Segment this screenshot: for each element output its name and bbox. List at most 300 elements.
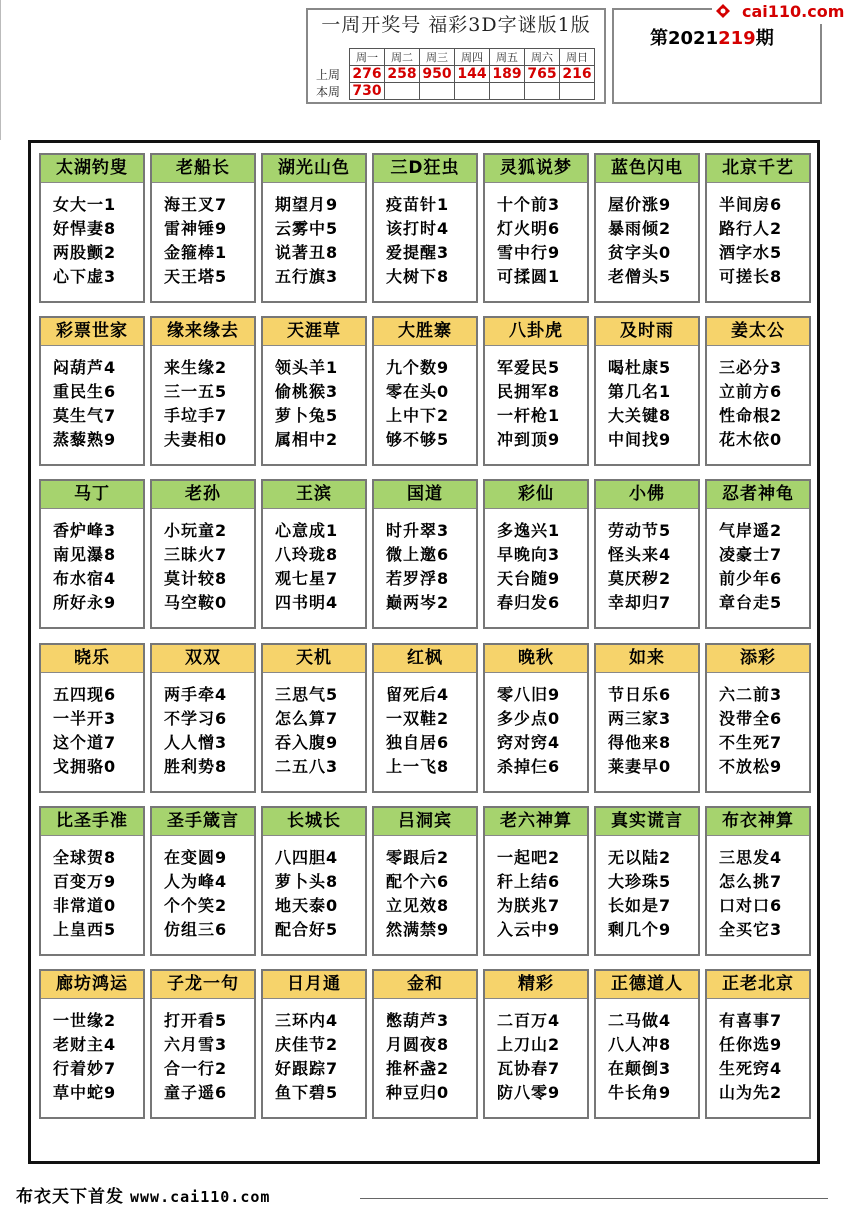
puzzle-line: 三昧火7 [164,545,228,564]
puzzle-line: 上一飞8 [386,757,450,776]
puzzle-lines [53,193,116,289]
footer [16,1182,270,1207]
puzzle-line: 童子遥6 [164,1083,228,1102]
puzzle-card [39,969,145,1119]
puzzle-line: 莫计较8 [164,569,228,588]
puzzle-line: 莫厌秽2 [608,569,672,588]
puzzle-line: 三环内4 [275,1011,339,1030]
last-week-label: 上周 [316,67,341,82]
puzzle-line: 小玩童2 [164,521,228,540]
puzzle-line: 云雾中5 [275,219,339,238]
puzzle-card-title: 老孙 [152,481,254,509]
puzzle-line: 留死后4 [386,685,450,704]
puzzle-card-title: 长城长 [263,808,365,836]
puzzle-line: 说著丑8 [275,243,339,262]
puzzle-line: 长如是7 [608,896,672,915]
puzzle-lines [275,683,338,779]
puzzle-line: 上刀山2 [497,1035,561,1054]
puzzle-line: 雪中行9 [497,243,561,262]
puzzle-card [483,643,589,793]
puzzle-card-title: 蓝色闪电 [596,155,698,183]
puzzle-line: 两股颤2 [53,243,117,262]
puzzle-line: 中间找9 [608,430,672,449]
puzzle-card [261,316,367,466]
puzzle-card-title: 圣手箴言 [152,808,254,836]
puzzle-line: 不生死7 [719,733,783,752]
puzzle-line: 零跟后2 [386,848,450,867]
puzzle-line: 剩几个9 [608,920,672,939]
puzzle-lines [275,519,338,615]
puzzle-line: 六二前3 [719,685,783,704]
puzzle-card [705,316,811,466]
puzzle-card [150,479,256,629]
puzzle-lines [608,356,671,452]
puzzle-card-title: 双双 [152,645,254,673]
puzzle-line: 戈拥骆0 [53,757,117,776]
puzzle-line: 打开看5 [164,1011,228,1030]
puzzle-line: 手垃手7 [164,406,228,425]
puzzle-lines [719,683,782,779]
puzzle-line: 秆上结6 [497,872,561,891]
puzzle-card [594,643,700,793]
puzzle-line: 军爱民5 [497,358,561,377]
puzzle-line: 两手牵4 [164,685,228,704]
puzzle-line: 爱提醒3 [386,243,450,262]
last-week-row [314,66,595,83]
puzzle-line: 憋葫芦3 [386,1011,450,1030]
puzzle-line: 无以陆2 [608,848,672,867]
draw-number: 276 [350,66,385,83]
draw-number [490,83,525,100]
puzzle-line: 得他来8 [608,733,672,752]
puzzle-line: 大关键8 [608,406,672,425]
puzzle-card [39,643,145,793]
puzzle-line: 天台随9 [497,569,561,588]
puzzle-line: 性命根2 [719,406,783,425]
puzzle-line: 屋价涨9 [608,195,672,214]
puzzle-line: 吞入腹9 [275,733,339,752]
puzzle-card-title: 晚秋 [485,645,587,673]
puzzle-line: 在变圆9 [164,848,228,867]
puzzle-line: 来生缘2 [164,358,228,377]
puzzle-card [594,479,700,629]
puzzle-lines [719,519,782,615]
puzzle-line: 仿组三6 [164,920,228,939]
day-label: 周一 [350,49,385,66]
puzzle-line: 独自居6 [386,733,450,752]
puzzle-line: 五行旗3 [275,267,339,286]
puzzle-line: 南见瀑8 [53,545,117,564]
puzzle-card-title: 子龙一句 [152,971,254,999]
draw-number [560,83,595,100]
puzzle-line: 疫苗针1 [386,195,450,214]
puzzle-line: 入云中9 [497,920,561,939]
puzzle-lines [608,519,671,615]
puzzle-line: 莱妻早0 [608,757,672,776]
day-label: 周三 [420,49,455,66]
puzzle-card [483,969,589,1119]
puzzle-line: 春归发6 [497,593,561,612]
puzzle-card [372,806,478,956]
puzzle-card-title: 布衣神算 [707,808,809,836]
draw-number [420,83,455,100]
puzzle-card-title: 大胜寨 [374,318,476,346]
puzzle-card [372,316,478,466]
puzzle-line: 马空鞍0 [164,593,228,612]
puzzle-lines [608,683,671,779]
puzzle-line: 八玲珑8 [275,545,339,564]
draw-number: 144 [455,66,490,83]
puzzle-lines [275,846,338,942]
puzzle-line: 庆佳节2 [275,1035,339,1054]
day-label: 周六 [525,49,560,66]
puzzle-card-title: 马丁 [41,481,143,509]
puzzle-card [372,969,478,1119]
puzzle-line: 重民生6 [53,382,117,401]
puzzle-line: 八四胆4 [275,848,339,867]
puzzle-card [594,153,700,303]
puzzle-line: 喝杜康5 [608,358,672,377]
draw-number [455,83,490,100]
puzzle-card-title: 晓乐 [41,645,143,673]
puzzle-line: 期望月9 [275,195,339,214]
draw-number [385,83,420,100]
puzzle-line: 配个六6 [386,872,450,891]
puzzle-card-title: 忍者神龟 [707,481,809,509]
puzzle-line: 任你选9 [719,1035,783,1054]
puzzle-line: 个个笑2 [164,896,228,915]
puzzle-line: 该打时4 [386,219,450,238]
puzzle-line: 上皇西5 [53,920,117,939]
footer-slogan: 布衣天下首发 [16,1187,124,1207]
puzzle-card [483,479,589,629]
puzzle-card-title: 三D狂虫 [374,155,476,183]
puzzle-card-title: 国道 [374,481,476,509]
puzzle-line: 山为先2 [719,1083,783,1102]
site-logo[interactable] [712,0,850,24]
puzzle-line: 莫生气7 [53,406,117,425]
puzzle-line: 全球贺8 [53,848,117,867]
puzzle-line: 老财主4 [53,1035,117,1054]
puzzle-line: 好跟踪7 [275,1059,339,1078]
puzzle-line: 五四现6 [53,685,117,704]
puzzle-line: 属相中2 [275,430,339,449]
puzzle-line: 凌豪士7 [719,545,783,564]
puzzle-card [261,806,367,956]
puzzle-card [150,153,256,303]
puzzle-line: 二马做4 [608,1011,672,1030]
puzzle-lines [719,846,782,942]
puzzle-card [594,806,700,956]
puzzle-lines [608,1009,671,1105]
puzzle-card [372,643,478,793]
puzzle-lines [497,683,560,779]
puzzle-line: 大树下8 [386,267,450,286]
puzzle-line: 多逸兴1 [497,521,561,540]
puzzle-line: 闷葫芦4 [53,358,117,377]
puzzle-line: 鱼下碧5 [275,1083,339,1102]
puzzle-line: 零八旧9 [497,685,561,704]
puzzle-lines [275,1009,338,1105]
puzzle-grid [28,140,820,1164]
puzzle-card-title: 彩仙 [485,481,587,509]
puzzle-card [261,969,367,1119]
puzzle-line: 零在头0 [386,382,450,401]
draw-number [525,83,560,100]
puzzle-line: 非常道0 [53,896,117,915]
weekly-draw-panel [306,8,606,104]
day-label: 周二 [385,49,420,66]
puzzle-line: 草中蛇9 [53,1083,117,1102]
puzzle-line: 怪头来4 [608,545,672,564]
puzzle-line: 心下虚3 [53,267,117,286]
puzzle-line: 瓦协春7 [497,1059,561,1078]
puzzle-card [39,153,145,303]
puzzle-line: 香炉峰3 [53,521,117,540]
puzzle-line: 六月雪3 [164,1035,228,1054]
draw-number: 950 [420,66,455,83]
puzzle-line: 民拥军8 [497,382,561,401]
puzzle-lines [164,519,227,615]
puzzle-line: 怎么挑7 [719,872,783,891]
puzzle-lines [386,1009,449,1105]
puzzle-line: 冲到顶9 [497,430,561,449]
puzzle-line: 十个前3 [497,195,561,214]
day-label: 周四 [455,49,490,66]
puzzle-card-title: 日月通 [263,971,365,999]
puzzle-line: 好悍妻8 [53,219,117,238]
puzzle-card [261,153,367,303]
puzzle-line: 不放松9 [719,757,783,776]
puzzle-lines [53,519,116,615]
puzzle-card [705,479,811,629]
puzzle-line: 半间房6 [719,195,783,214]
puzzle-line: 偷桃猴3 [275,382,339,401]
puzzle-line: 一起吧2 [497,848,561,867]
puzzle-line: 萝卜头8 [275,872,339,891]
page-edge-line [0,0,1,140]
puzzle-card-title: 八卦虎 [485,318,587,346]
draw-number: 189 [490,66,525,83]
puzzle-card-title: 湖光山色 [263,155,365,183]
puzzle-line: 萝卜兔5 [275,406,339,425]
puzzle-lines [164,683,227,779]
puzzle-lines [608,193,671,289]
puzzle-line: 灯火明6 [497,219,561,238]
puzzle-lines [164,193,227,289]
puzzle-line: 贫字头0 [608,243,672,262]
puzzle-card [261,479,367,629]
puzzle-line: 所好永9 [53,593,117,612]
puzzle-card-title: 精彩 [485,971,587,999]
puzzle-line: 人为峰4 [164,872,228,891]
puzzle-line: 胜利势8 [164,757,228,776]
puzzle-line: 暴雨倾2 [608,219,672,238]
puzzle-line: 种豆归0 [386,1083,450,1102]
puzzle-line: 上中下2 [386,406,450,425]
issue-number [650,24,774,50]
puzzle-card-title: 彩票世家 [41,318,143,346]
logo-icon [716,4,730,18]
puzzle-lines [386,683,449,779]
puzzle-line: 窍对窍4 [497,733,561,752]
puzzle-line: 立前方6 [719,382,783,401]
puzzle-line: 合一行2 [164,1059,228,1078]
puzzle-card-title: 姜太公 [707,318,809,346]
puzzle-card [39,316,145,466]
puzzle-line: 三一五5 [164,382,228,401]
panel-title: 一周开奖号 福彩3D字谜版1版 [321,14,591,36]
puzzle-card-title: 灵狐说梦 [485,155,587,183]
draw-number: 765 [525,66,560,83]
puzzle-line: 人人憎3 [164,733,228,752]
puzzle-card [261,643,367,793]
puzzle-card [594,316,700,466]
puzzle-line: 月圆夜8 [386,1035,450,1054]
puzzle-line: 牛长角9 [608,1083,672,1102]
puzzle-card-title: 廊坊鸿运 [41,971,143,999]
puzzle-line: 第几名1 [608,382,672,401]
puzzle-card-title: 真实谎言 [596,808,698,836]
puzzle-line: 酒字水5 [719,243,783,262]
puzzle-card-title: 比圣手准 [41,808,143,836]
puzzle-line: 三必分3 [719,358,783,377]
puzzle-line: 观七星7 [275,569,339,588]
puzzle-line: 为朕兆7 [497,896,561,915]
puzzle-lines [53,846,116,942]
puzzle-line: 蒸藜熟9 [53,430,117,449]
puzzle-lines [719,193,782,289]
puzzle-card [150,643,256,793]
puzzle-card [705,643,811,793]
puzzle-card-title: 正老北京 [707,971,809,999]
puzzle-line: 花木依0 [719,430,783,449]
puzzle-line: 立见效8 [386,896,450,915]
puzzle-line: 生死窍4 [719,1059,783,1078]
puzzle-line: 一双鞋2 [386,709,450,728]
puzzle-card-title: 正德道人 [596,971,698,999]
puzzle-card [594,969,700,1119]
puzzle-line: 布水宿4 [53,569,117,588]
puzzle-lines [386,846,449,942]
footer-url[interactable]: www.cai110.com [130,1188,271,1206]
puzzle-line: 杀掉仨6 [497,757,561,776]
puzzle-card [372,479,478,629]
puzzle-line: 可揉圆1 [497,267,561,286]
puzzle-line: 前少年6 [719,569,783,588]
puzzle-line: 八人冲8 [608,1035,672,1054]
puzzle-lines [53,356,116,452]
puzzle-line: 有喜事7 [719,1011,783,1030]
puzzle-line: 够不够5 [386,430,450,449]
puzzle-line: 地天泰0 [275,896,339,915]
puzzle-card-title: 北京千艺 [707,155,809,183]
puzzle-line: 早晚向3 [497,545,561,564]
draw-number: 730 [350,83,385,100]
puzzle-card-title: 天机 [263,645,365,673]
puzzle-line: 大珍珠5 [608,872,672,891]
puzzle-lines [719,356,782,452]
puzzle-card [150,316,256,466]
day-header-row [314,49,595,66]
this-week-row [314,83,595,100]
puzzle-line: 百变万9 [53,872,117,891]
puzzle-line: 巅两岑2 [386,593,450,612]
puzzle-lines [164,356,227,452]
puzzle-lines [386,519,449,615]
puzzle-line: 金箍棒1 [164,243,228,262]
puzzle-card [150,969,256,1119]
puzzle-line: 气岸遥2 [719,521,783,540]
puzzle-line: 时升翠3 [386,521,450,540]
puzzle-lines [497,1009,560,1105]
puzzle-card-title: 天涯草 [263,318,365,346]
puzzle-line: 防八零9 [497,1083,561,1102]
puzzle-lines [386,193,449,289]
puzzle-lines [275,356,338,452]
puzzle-card-title: 吕洞宾 [374,808,476,836]
puzzle-line: 不学习6 [164,709,228,728]
puzzle-lines [164,1009,227,1105]
puzzle-line: 女大一1 [53,195,117,214]
puzzle-line: 一世缘2 [53,1011,117,1030]
puzzle-lines [386,356,449,452]
puzzle-card [705,969,811,1119]
issue-suffix: 期 [755,28,774,49]
puzzle-lines [497,356,560,452]
puzzle-card-title: 红枫 [374,645,476,673]
puzzle-line: 幸却归7 [608,593,672,612]
puzzle-line: 多少点0 [497,709,561,728]
puzzle-line: 领头羊1 [275,358,339,377]
puzzle-card [372,153,478,303]
puzzle-line: 若罗浮8 [386,569,450,588]
puzzle-line: 九个数9 [386,358,450,377]
issue-number-highlight: 219 [718,28,756,49]
puzzle-card-title: 老六神算 [485,808,587,836]
puzzle-line: 路行人2 [719,219,783,238]
puzzle-lines [53,683,116,779]
puzzle-card [39,479,145,629]
puzzle-card-title: 及时雨 [596,318,698,346]
puzzle-line: 一半开3 [53,709,117,728]
puzzle-card-title: 添彩 [707,645,809,673]
puzzle-line: 一杆枪1 [497,406,561,425]
logo-text: cai110.com [742,2,845,21]
puzzle-card-title: 缘来缘去 [152,318,254,346]
draw-number: 258 [385,66,420,83]
puzzle-card-title: 王滨 [263,481,365,509]
puzzle-card [39,806,145,956]
puzzle-line: 没带全6 [719,709,783,728]
puzzle-line: 夫妻相0 [164,430,228,449]
puzzle-line: 劳动节5 [608,521,672,540]
puzzle-line: 口对口6 [719,896,783,915]
puzzle-line: 海王叉7 [164,195,228,214]
puzzle-card-title: 金和 [374,971,476,999]
puzzle-card-title: 如来 [596,645,698,673]
puzzle-lines [275,193,338,289]
puzzle-line: 这个道7 [53,733,117,752]
puzzle-lines [497,519,560,615]
puzzle-line: 可搓长8 [719,267,783,286]
puzzle-line: 天王塔5 [164,267,228,286]
puzzle-lines [719,1009,782,1105]
this-week-label: 本周 [316,84,341,99]
puzzle-line: 心意成1 [275,521,339,540]
puzzle-line: 行着妙7 [53,1059,117,1078]
puzzle-line: 微上邀6 [386,545,450,564]
